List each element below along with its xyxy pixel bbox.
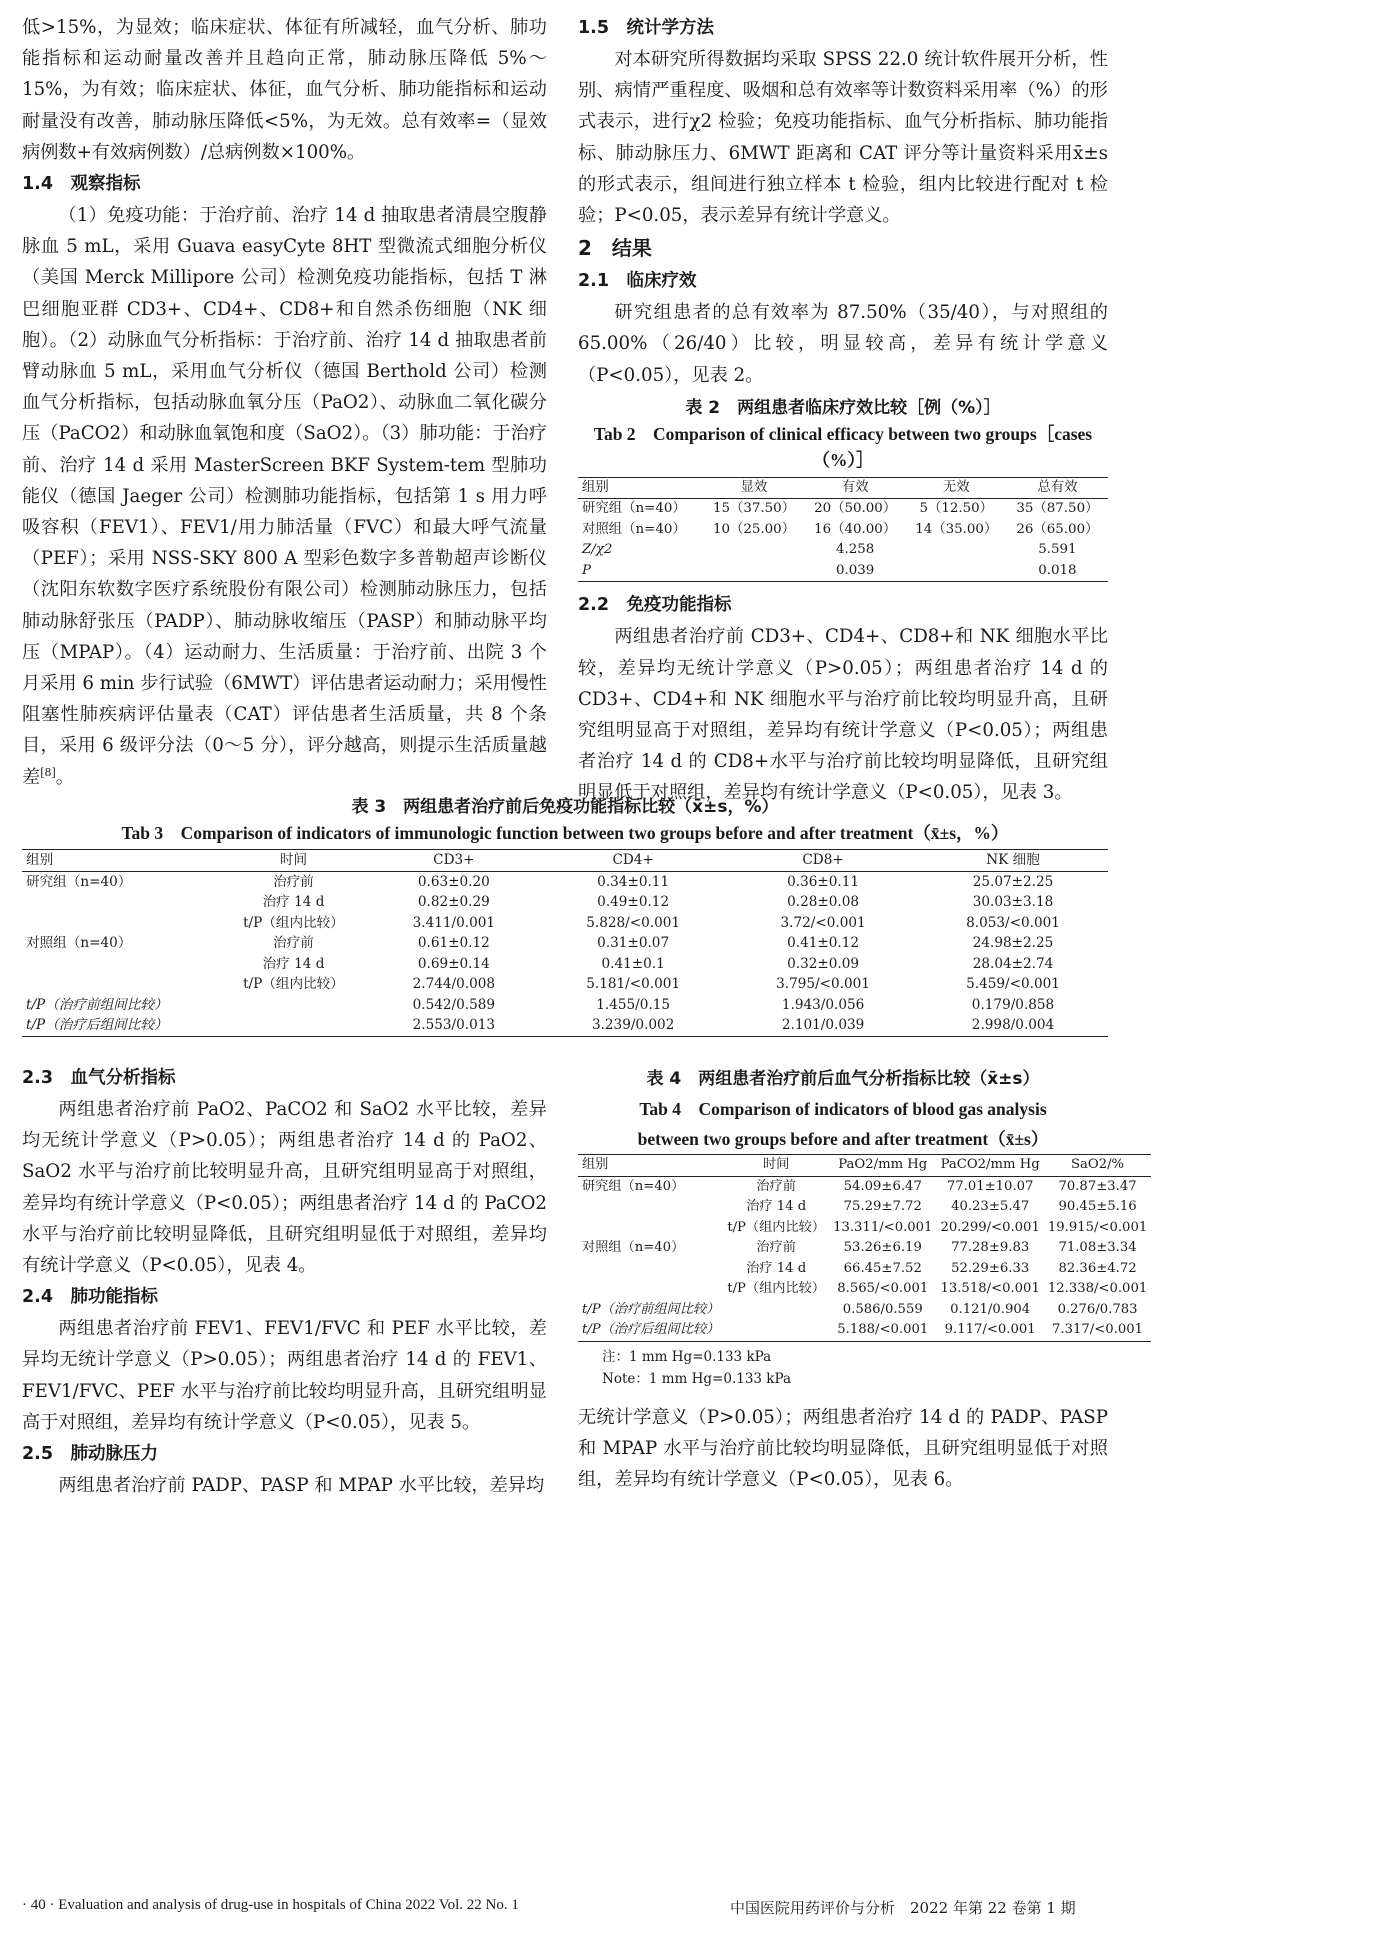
paragraph-clinical-efficacy: 研究组患者的总有效率为 87.50%（35/40），与对照组的 65.00%（26/40）比较，明显较高，差异有统计学意义（P<0.05），见表 2。 [578, 302, 1108, 386]
table-row: 治疗 14 d 0.82±0.29 0.49±0.12 0.28±0.08 30.03±3.18 [262, 894, 1054, 910]
table-4-note-cn: 注：1 mm Hg=0.133 kPa [602, 1348, 772, 1365]
table-row: t/P（治疗前组间比较） 0.586/0.559 0.121/0.904 0.276/0.783 [582, 1301, 1138, 1317]
table-3: 组别 时间 CD3+ CD4+ CD8+ NK 细胞 研究组（n=40） 治疗前 0.63±0.20 0.34±0.11 0.36±0.11 25.07±2.25 治疗 14 d 0.82±0.29 0.49±0.12 0.28±0.08 30.03±3.18 t/P（组内比较） 3.411/0.001 5.828/<0.001 3.72/<0.001 8.053/<0.001 对照组（n=40） 治疗前 0.61±0.12 0.31±0.07 0.41±0.12 24.98±2.25 治疗 14 d 0.69±0.14 0.41±0.1 0.32±0.09 28.04±2.74 t/P（组内比较） 2.744/0.008 5.181/<0.001 3.795/<0.001 5.459/<0.001 t/P（治疗前组间比较） 0.542/0.589 1.455/0.15 1.943/0.056 0.179/0.858 t/P（治疗后组间比较） 2.553/0.013 3.239/0.002 2.101/0.039 2.998/0.004 [22, 849, 1108, 1037]
table-row: t/P（治疗后组间比较） 5.188/<0.001 9.117/<0.001 7.317/<0.001 [582, 1322, 1144, 1337]
section-2-heading: 2 结果 [578, 236, 652, 261]
table-row: 治疗 14 d 66.45±7.52 52.29±6.33 82.36±4.72 [746, 1260, 1137, 1276]
table-row: t/P（组内比较） 13.311/<0.001 20.299/<0.001 19.915/<0.001 [727, 1219, 1148, 1235]
table-row: t/P（组内比较） 3.411/0.001 5.828/<0.001 3.72/<0.001 8.053/<0.001 [243, 914, 1060, 931]
section-2-5-heading: 2.5 肺动脉压力 [22, 1444, 159, 1465]
paragraph-immune-function: 两组患者治疗前 CD3+、CD4+、CD8+和 NK 细胞水平比较，差异均无统计学意义（P>0.05）；两组患者治疗 14 d 的 CD3+、CD4+和 NK 细胞水平与治疗前比较均明显升高，且研究组明显高于对照组，差异均有统计学意义（P<0.05）；两组患者治疗 14 d 的 CD8+水平与治疗前比较均明显降低，且研究组明显低于对照组，差异均有统计学意义（P<0.05），见表 3。 [578, 626, 1108, 804]
paragraph-statistics: 对本研究所得数据均采取 SPSS 22.0 统计软件展开分析，性别、病情严重程度、吸烟和总有效率等计数资料采用率（%）的形式表示，进行χ2 检验；免疫功能指标、血气分析指标、肺功能指标、肺动脉压力、6MWT 距离和 CAT 评分等计量资料采用x̄±s 的形式表示，组间进行独立样本 t 检验，组内比较进行配对 t 检验；P<0.05，表示差异有统计学意义。 [578, 49, 1108, 227]
paragraph-pulmonary-pressure: 两组患者治疗前 PADP、PASP 和 MPAP 水平比较，差异均 [58, 1475, 545, 1497]
table-row: 治疗 14 d 0.69±0.14 0.41±0.1 0.32±0.09 28.04±2.74 [262, 955, 1054, 972]
table-row: t/P（组内比较） 2.744/0.008 5.181/<0.001 3.795/<0.001 5.459/<0.001 [243, 976, 1060, 992]
table-row: 对照组（n=40） 治疗前 0.61±0.12 0.31±0.07 0.41±0.12 24.98±2.25 [26, 935, 1054, 951]
paragraph-lung-function: 两组患者治疗前 FEV1、FEV1/FVC 和 PEF 水平比较，差异均无统计学意义（P>0.05）；两组患者治疗 14 d 的 FEV1、FEV1/FVC、PEF 水平与治疗前比较均明显升高，且研究组明显高于对照组，差异均有统计学意义（P<0.05），见表 5。 [22, 1318, 547, 1433]
table-3-caption-en: Tab 3 Comparison of indicators of immunologic function between two groups before and after treatment（x̄±s，%） [121, 823, 1009, 843]
table-4-note-en: Note：1 mm Hg=0.133 kPa [602, 1370, 791, 1387]
table-3-caption-cn: 表 3 两组患者治疗前后免疫功能指标比较（x̄±s，%） [351, 797, 779, 817]
footer-left: · 40 · Evaluation and analysis of drug-use in hospitals of China 2022 Vol. 22 No. 1 [22, 1897, 519, 1913]
right-column-top [578, 12, 1108, 809]
section-2-1-heading: 2.1 临床疗效 [578, 271, 697, 292]
table-2: 组别 显效 有效 无效 总有效 研究组（n=40） 15（37.50） 20（50.00） 5（12.50） 35（87.50） 对照组（n=40） 10（25.00） 16（40.00） 14（35.00） 26（65.00） Z/χ2 4.258 5.591 P 0.039 0.018 [578, 477, 1108, 583]
paragraph-pulmonary-pressure-cont: 无统计学意义（P>0.05）；两组患者治疗 14 d 的 PADP、PASP 和 MPAP 水平与治疗前比较均明显降低，且研究组明显低于对照组，差异均有统计学意义（P<0.05），见表 6。 [578, 1406, 1108, 1490]
left-column-top [22, 12, 547, 793]
table-2-caption-en: Tab 2 Comparison of clinical efficacy between two groups［cases（%）］ [593, 423, 1093, 470]
table-row: t/P（治疗前组间比较） 0.542/0.589 1.455/0.15 1.943/0.056 0.179/0.858 [26, 996, 1055, 1013]
footer-right: 中国医院用药评价与分析 2022 年第 22 卷第 1 期 [730, 1899, 1076, 1917]
section-2-4-heading: 2.4 肺功能指标 [22, 1287, 159, 1308]
table-row: 研究组（n=40） 治疗前 0.63±0.20 0.34±0.11 0.36±0.11 25.07±2.25 [26, 873, 1054, 890]
table-row: 研究组（n=40） 治疗前 54.09±6.47 77.01±10.07 70.87±3.47 [582, 1178, 1137, 1194]
table-row: 对照组（n=40） 10（25.00） 16（40.00） 14（35.00） 26（65.00） [582, 521, 1099, 537]
table-row: t/P（治疗后组间比较） 2.553/0.013 3.239/0.002 2.101/0.039 2.998/0.004 [26, 1017, 1055, 1033]
table-row: 对照组（n=40） 治疗前 53.26±6.19 77.28±9.83 71.08±3.34 [582, 1240, 1137, 1255]
table-4: 组别 时间 PaO2/mm Hg PaCO2/mm Hg SaO2/% 研究组（n=40） 治疗前 54.09±6.47 77.01±10.07 70.87±3.47 治疗 14 d 75.29±7.72 40.23±5.47 90.45±5.16 t/P（组内比较） 13.311/<0.001 20.299/<0.001 19.915/<0.001 对照组（n=40） 治疗前 53.26±6.19 77.28±9.83 71.08±3.34 治疗 14 d 66.45±7.52 52.29±6.33 82.36±4.72 t/P（组内比较） 8.565/<0.001 13.518/<0.001 12.338/<0.001 t/P（治疗前组间比较） 0.586/0.559 0.121/0.904 0.276/0.783 t/P（治疗后组间比较） 5.188/<0.001 9.117/<0.001 7.317/<0.001 [578, 1154, 1151, 1342]
paragraph-efficacy-criteria: 低>15%，为显效；临床症状、体征有所减轻，血气分析、肺功能指标和运动耐量改善并且趋向正常，肺动脉压降低 5%～15%，为有效；临床症状、体征，血气分析、肺功能指标和运动耐量没有改善，肺动脉压降低<5%，为无效。总有效率=（显效病例数+有效病例数）/总病例数×100%。 [22, 17, 547, 163]
table-row: t/P（组内比较） 8.565/<0.001 13.518/<0.001 12.338/<0.001 [727, 1281, 1148, 1296]
table-4-caption-cn: 表 4 两组患者治疗前后血气分析指标比较（x̄±s） [646, 1069, 1040, 1089]
table-3-block [22, 794, 1108, 1037]
table-row: 研究组（n=40） 15（37.50） 20（50.00） 5（12.50） 35（87.50） [582, 501, 1099, 517]
section-1-5-heading: 1.5 统计学方法 [578, 18, 715, 38]
paragraph-observation-indices: （1）免疫功能：于治疗前、治疗 14 d 抽取患者清晨空腹静脉血 5 mL，采用 Guava easyCyte 8HT 型微流式细胞分析仪（美国 Merck Millipore 公司）检测免疫功能指标，包括 T 淋巴细胞亚群 CD3+、CD4+、CD8+和自然杀伤细胞（NK 细胞）。（2）动脉血气分析指标：于治疗前、治疗 14 d 抽取患者前臂动脉血 5 mL，采用血气分析仪（德国 Berthold 公司）检测血气分析指标，包括动脉血氧分压（PaO2）、动脉血二氧化碳分压（PaCO2）和动脉血氧饱和度（SaO2）。（3）肺功能：于治疗前、治疗 14 d 采用 MasterScreen BKF System-tem 型肺功能仪（德国 Jaeger 公司）检测肺功能指标，包括第 1 s 用力呼吸容积（FEV1）、FEV1/用力肺活量（FVC）和最大呼气流量（PEF）；采用 NSS-SKY 800 A 型彩色数字多普勒超声诊断仪（沈阳东软数字医疗系统股份有限公司）检测肺动脉压力，包括肺动脉舒张压（PADP）、肺动脉收缩压（PASP）和肺动脉平均压（MPAP）。（4）运动耐力、生活质量：于治疗前、出院 3 个月采用 6 min 步行试验（6MWT）评估患者运动耐力；采用慢性阻塞性肺疾病评估量表（CAT）评估患者生活质量，共 8 个条目，采用 6 级评分法（0～5 分），评分越高，则提示生活质量越差[8]。 [22, 205, 547, 788]
section-2-2-heading: 2.2 免疫功能指标 [578, 595, 732, 616]
section-2-3-heading: 2.3 血气分析指标 [22, 1068, 176, 1088]
table-row: Z/χ2 4.258 5.591 [582, 542, 1077, 558]
left-column-bottom [22, 1062, 547, 1501]
citation-ref[interactable]: [8] [40, 765, 56, 779]
table-2-caption-cn: 表 2 两组患者临床疗效比较［例（%）］ [685, 397, 1001, 418]
table-4-caption-en-2: between two groups before and after treatment（x̄±s） [637, 1129, 1049, 1149]
table-4-caption-en-1: Tab 4 Comparison of indicators of blood gas analysis [639, 1099, 1047, 1119]
table-4-block [578, 1066, 1148, 1495]
table-row: 治疗 14 d 75.29±7.72 40.23±5.47 90.45±5.16 [746, 1199, 1137, 1214]
paragraph-blood-gas: 两组患者治疗前 PaO2、PaCO2 和 SaO2 水平比较，差异均无统计学意义（P>0.05）；两组患者治疗 14 d 的 PaO2、SaO2 水平与治疗前比较明显升高，且研究组明显高于对照组，差异均有统计学意义（P<0.05）；两组患者治疗 14 d 的 PaCO2 水平与治疗前比较明显降低，且研究组明显低于对照组，差异均有统计学意义（P<0.05），见表 4。 [22, 1099, 548, 1277]
table-row: P 0.039 0.018 [582, 562, 1077, 578]
section-1-4-heading: 1.4 观察指标 [22, 174, 141, 195]
